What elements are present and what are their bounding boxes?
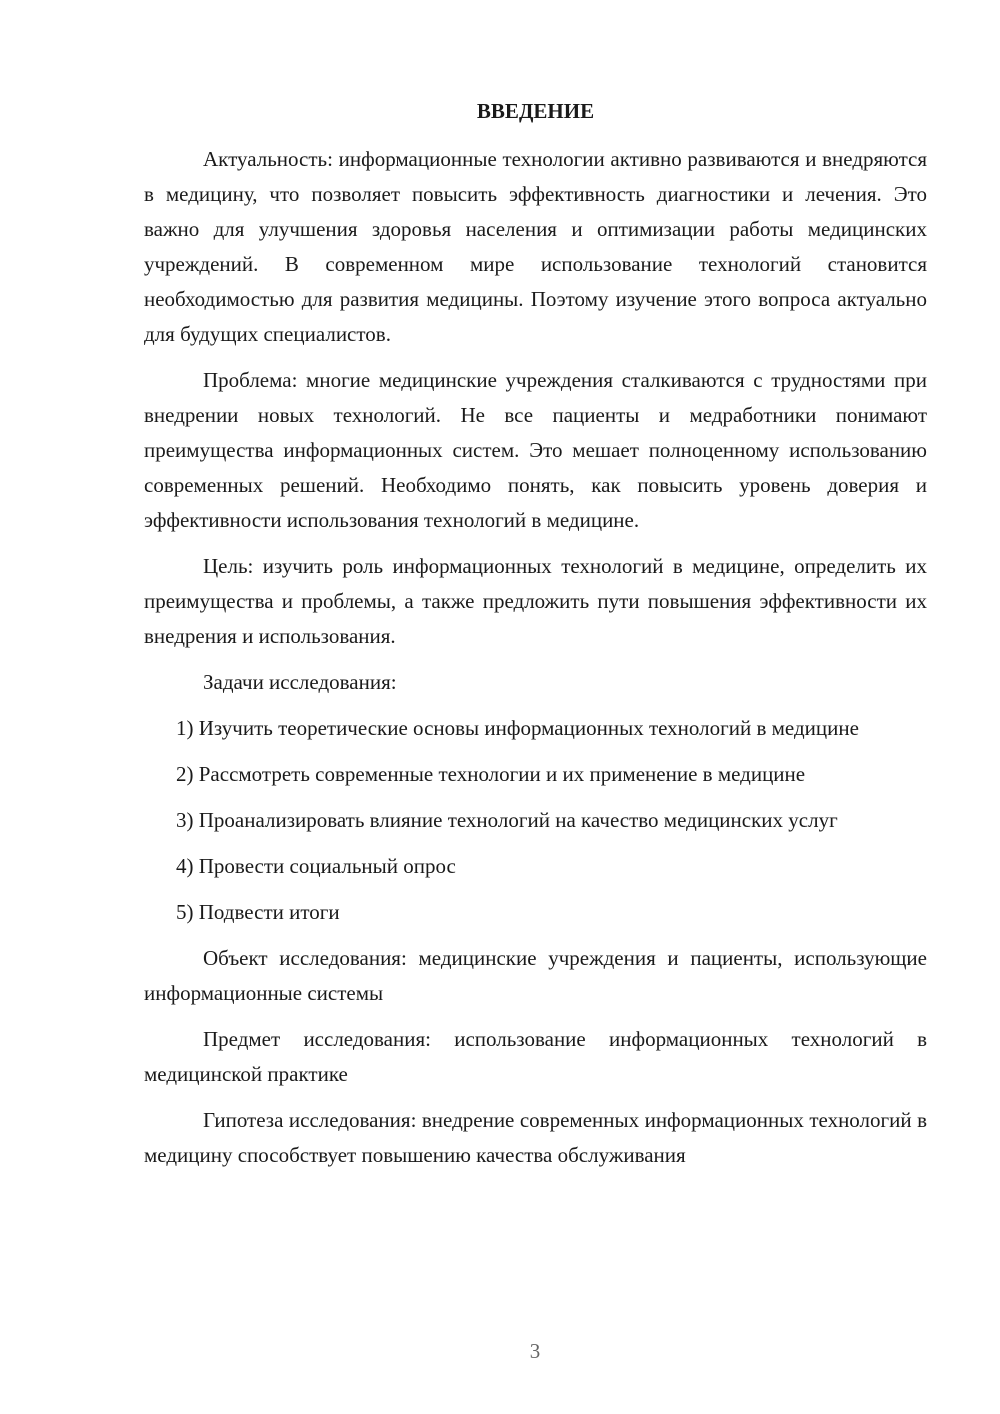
task-item-3: 3) Проанализировать влияние технологий на качество медицинских услуг <box>176 808 838 832</box>
page-number: 3 <box>529 1339 541 1363</box>
paragraph-object: Объект исследования: медицинские учреждения и пациенты, использующие информационные системы <box>144 946 927 1005</box>
page-heading: ВВЕДЕНИЕ <box>476 99 595 123</box>
task-item-5: 5) Подвести итоги <box>176 900 340 924</box>
paragraph-subject: Предмет исследования: использование информационных технологий в медицинской практике <box>144 1027 927 1086</box>
paragraph-relevance: Актуальность: информационные технологии активно развиваются и внедряются в медицину, что позволяет повысить эффективность диагностики и лечения. Это важно для улучшения здоровья населения и оптимизации работы медицинских учреждений. В современном мире использование технологий становится необходимостью для развития медицины. Поэтому изучение этого вопроса актуально для будущих специалистов. <box>144 147 927 346</box>
paragraph-goal: Цель: изучить роль информационных технологий в медицине, определить их преимущества и проблемы, а также предложить пути повышения эффективности их внедрения и использования. <box>144 554 927 648</box>
task-item-4: 4) Провести социальный опрос <box>176 854 456 878</box>
paragraph-problem: Проблема: многие медицинские учреждения сталкиваются с трудностями при внедрении новых технологий. Не все пациенты и медработники понимают преимущества информационных систем. Это мешает полноценному использованию современных решений. Необходимо понять, как повысить уровень доверия и эффективности использования технологий в медицине. <box>144 368 927 532</box>
paragraph-tasks-intro: Задачи исследования: <box>203 670 397 694</box>
paragraph-hypothesis: Гипотеза исследования: внедрение современных информационных технологий в медицину способствует повышению качества обслуживания <box>144 1108 927 1167</box>
task-item-2: 2) Рассмотреть современные технологии и их применение в медицине <box>176 762 806 786</box>
task-item-1: 1) Изучить теоретические основы информационных технологий в медицине <box>176 716 859 740</box>
document-body <box>144 142 927 1184</box>
